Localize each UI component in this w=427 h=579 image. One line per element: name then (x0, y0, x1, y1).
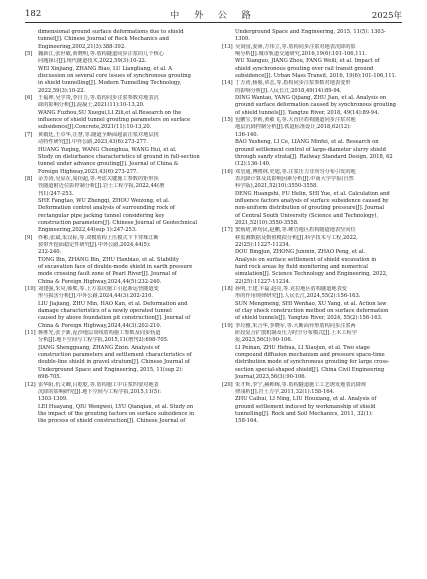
reference-text-line: (12):136-140. (235, 161, 271, 168)
reference-entry (222, 44, 402, 81)
reference-text-line: non-uniform distribution of grouting pressure[J]. Journal (235, 205, 385, 212)
reference-text-line: in shield tunnelling[J]. Modern Tunnelling Technology, (38, 80, 182, 87)
reference-text-line: 裂带开挖面稳定性研究[J].中外公路,2024,44(5): (38, 241, 151, 248)
reference-entry (222, 323, 402, 382)
references-left-column (25, 29, 205, 426)
reference-text-line: 律浅析[J].岩土力学,2011,32(1):158-164. (235, 388, 335, 395)
reference-entry (222, 286, 402, 323)
reference-entry (25, 51, 205, 95)
reference-text-line: WANG Fuzhou,SU Xuegui,LI Zili,et al.Research on the (38, 109, 182, 116)
reference-text-line: DENG Huangshi, FU Helin, SHI Yue, et al. Calculation and (235, 190, 390, 197)
reference-text-line: 包鹏宝,李莉,黄敏飞,等.大直径盾构隧道同步注浆对地 (235, 117, 356, 124)
reference-text-line: 刘建强,朱昊,韩熊,等.上方基坑施工引起新运营隧道变 (38, 286, 159, 293)
reference-text-line: 表沉降计算及其影响因素分析[J].中南大学学报(自然 (235, 175, 354, 182)
reference-number: [19] (222, 322, 233, 329)
reference-entry (222, 227, 402, 286)
reference-text-line: Study on disturbance characteristics of ground in full-section (38, 153, 200, 160)
reference-text-line: double-line shield in gravel stratum[J]. Chinese Journal of (38, 359, 190, 366)
reference-text-line: 蒋胜光,张子新,泥沙地层双线盾构施工参数及同步轨道 (38, 330, 161, 337)
reference-text-line: 698-705. (38, 374, 62, 381)
reference-text-line: 2022,59(3):10-22. (38, 87, 86, 94)
reference-text-line: DING Wantao, YANG Qijiang, ZHU Jian, et al. Analysis on (235, 95, 387, 102)
reference-text-line: Underground Space and Engineering, 2015, 11(5): 1303- (235, 29, 386, 35)
reference-text-line: 李垃雅,朱合华,李晓军,等.大断面异形盾构同步注浆两 (235, 322, 356, 329)
reference-entry (25, 235, 205, 286)
reference-text-line: LEI Huayang, QIU Wengwei, LYU Qianqian, et al. Study on (38, 403, 194, 410)
reference-text-line: 管隧道附近位影控制分析[J].岩土工程学报,2022,44(增 (38, 183, 165, 190)
reference-text-line: 形的作用规律研究[J].人民长江,2024,55(2):156-163. (235, 293, 361, 300)
header-rule (25, 22, 402, 23)
reference-text-line: subsidence[J].Concrete,2021(11):10-13,20. (38, 124, 152, 131)
reference-text-line: 魏新江,张世敏,黄晓明,等.盾构隧道同步注浆的几个核心 (38, 51, 164, 58)
reference-text-line: caused by above foundation pit construction[J]. Journal of (38, 315, 191, 322)
reference-number: [10] (25, 286, 36, 293)
reference-text-line: of shield tunnels[J]. Yangtze River, 2024, 55(2):156-163. (235, 315, 383, 322)
reference-text-line: WU Xianguo, JIANG Zhou, FANG Weili, et al. Impact of (235, 58, 380, 65)
reference-text-line: of shield tunnels[J]. Yangtze River, 2018, 49(14):89-94. (235, 109, 380, 116)
reference-entry (25, 29, 205, 51)
reference-text-line: 232-240. (38, 249, 62, 256)
reference-text-line: 邓皇通,傅鸥林,史旭,等.注浆压力非均匀分布引发的地 (235, 168, 356, 175)
reference-number: [8] (25, 175, 33, 182)
reference-number: [6] (25, 95, 33, 102)
reference-number: [5] (25, 51, 33, 58)
reference-text-line: Analysis on surface settlement of shield excavation in (235, 256, 377, 263)
reference-text-line: 动特性研究[J].中外公路,2023,43(6):273-277. (38, 139, 148, 146)
reference-text-line: ZHU Caihui, LI Ning, LIU Houxiang, et al. Analysis of (235, 396, 377, 403)
reference-text-line: 王福坤,吴学贵,李自力,等.盾构同步注浆参数对地表沉 (38, 95, 159, 102)
reference-number: [20] (222, 381, 233, 388)
reference-text-line: discussion on several core issues of synchronous grouting (38, 73, 191, 80)
reference-entry (25, 132, 205, 176)
reference-number: [15] (222, 117, 233, 124)
reference-text-line: SHE Fangtao, WU Zhengqi, ZHOU Weizong, et al. (38, 197, 170, 204)
reference-text-line: dimensional ground surface deformations due to shield (38, 29, 184, 35)
reference-text-line: of clay shock construction method on surface deformation (235, 308, 389, 315)
reference-text-line: 佟彬,张斌,朱汉标,等.双模盾构上压模式下下穿珠江断 (38, 234, 159, 241)
reference-text-line: 136-140. (235, 131, 259, 138)
reference-text-line: rectangular pipe jacking tunnel considering key (38, 212, 165, 219)
page-header (25, 8, 402, 22)
reference-text-line: subsidence[J]. Urban Mass Transit, 2016, 19(6):101-106,111. (235, 73, 397, 80)
reference-text-line: tunnelling[J]. Rock and Soil Mechanics, 2011, 32(1): (235, 410, 373, 417)
reference-text-line: tunnel under advance grouting[J]. Journal of China & (38, 161, 179, 168)
reference-text-line: 地层沉降控制分析[J].铁道标准设计,2018,62(12): (235, 124, 351, 131)
page-number: 182 (25, 9, 42, 19)
reference-text-line: 1303-1309. (38, 396, 68, 403)
reference-text-line: LIU Jiajiang, ZHU Min, HAO Kan, et al. Deformation and (38, 300, 188, 307)
reference-text-line: of Central South University (Science and Technology), (235, 212, 379, 219)
reference-number: [9] (25, 234, 33, 241)
reference-text-line: 阶段复合扩散机制及压力时空分布模式[J].土木工程学 (235, 330, 357, 337)
reference-text-line: 降的影响分析[J].混凝土,2021(11):10-13,20. (38, 102, 145, 109)
reference-number: [12] (25, 381, 36, 388)
reference-text-line: 黄毅廷,王卓华,汪慧,等.隧道全断面超前注浆对地层扰 (38, 131, 159, 138)
reference-text-line: 吴贤园,姜洲,方伟立,等.盾构同步注浆对地表沉降的影 (235, 43, 356, 50)
reference-text-line: DOU Bingjun, ZHONG Junmin, ZHAO Peng, et al. (235, 249, 366, 256)
reference-text-line: 丁万涛,杨俊,章志,等.盾构同步注浆参数对地表变形 (235, 80, 351, 87)
reference-text-line: 分析[J].地下空间与工程学报,2015,11(增刊2):698-705. (38, 337, 169, 344)
reference-text-line: simulation[J]. Science Technology and Engineering, 2022, (235, 271, 388, 278)
reference-text-line: TONG Bin, ZHANG Bin, ZHU Hanbiao, et al. Stability (38, 256, 179, 263)
reference-number: [17] (222, 227, 233, 234)
reference-text-line: LI Peinan, ZHU Hehua, LI Xiaojun, et al. Two stage (235, 344, 370, 351)
reference-text-line: 刊1):247-253. (38, 190, 74, 197)
reference-text-line: 形与损害分析[J].中外公路,2024,44(3):202-210. (38, 293, 154, 300)
reference-text-line: HUANG Yuqing, WANG Chonghua, WANG Hui, et al. (38, 146, 177, 153)
reference-text-line: section special-shaped shield[J]. China Civil Engineering (235, 366, 385, 373)
reference-text-line: of excavation face of double-mode shield in earth pressure (38, 264, 193, 270)
reference-text-line: Journal,2023,56(3):90-106. (235, 374, 307, 381)
reference-text-line: compound diffusion mechanism and pressure space-time (235, 352, 385, 359)
reference-text-line: BAO Yusheng, LI Ce, LIANG Minfei, et al. Research on (235, 139, 379, 146)
reference-entry (25, 286, 205, 330)
reference-text-line: 孙明,王建,丰磊,赵亮,等.克拉地区盾构隧道地表变 (235, 286, 347, 293)
reference-text-line: damage characteristics of a newly operated tunnel (38, 308, 172, 315)
reference-number: [7] (25, 131, 33, 138)
reference-text-line: Engineering,2022,44(sup 1):247-253. (38, 227, 137, 234)
reference-text-line: Foreign Highway,2023,43(6):273-277. (38, 168, 138, 175)
reference-text-line: ground surface deformation caused by synchronous grouting (235, 102, 396, 109)
reference-text-line: 报,2023,56(3):90-106. (235, 337, 293, 344)
reference-text-line: construction parameters and settlement characteristics of (38, 352, 192, 359)
reference-number: [14] (222, 80, 233, 87)
reference-number: [18] (222, 286, 233, 293)
reference-entry (222, 29, 402, 44)
reference-text-line: Deformation control analysis of surrounding rock of (38, 205, 175, 212)
reference-entry (25, 330, 205, 381)
reference-text-line: 窦炳珺,钟均民,赵鹏,等.硬岩地区盾构隧道地表竖向位 (235, 227, 356, 234)
reference-text-line: ground settlement induced by workmanship of shield (235, 403, 376, 410)
reference-number: [11] (25, 330, 36, 337)
issue-year: 2025年 (371, 11, 402, 21)
reference-text-line: WEI Xinjiang, ZHANG Biao, LU Liangliang, et al. A (38, 65, 173, 72)
reference-text-line: 朱才辉,李宁,赫帅梅,等.盾构隧道施工工艺诱发地表沉降规 (235, 381, 367, 388)
reference-text-line: 响分析[J].城市轨道交通研究,2016,19(6):101-106,111. (235, 51, 367, 58)
reference-text-line: 问题探讨[J].现代隧道技术,2022,59(3):10-22. (38, 58, 147, 65)
reference-text-line: mode crossing fault zone of Pearl River[J]. Journal of (38, 271, 177, 278)
reference-text-line: 158-164. (235, 418, 259, 425)
reference-entry (25, 95, 205, 132)
reference-text-line: China & Foreign Highway,2024,44(5):232-240. (38, 278, 162, 285)
reference-entry (222, 382, 402, 426)
reference-entry (222, 117, 402, 168)
reference-entry (25, 382, 205, 426)
reference-text-line: JIANG Shengguang, ZHANG Zixin. Analysis of (38, 344, 160, 351)
reference-text-line: Underground Space and Engineering, 2015, 11(sup 2): (38, 366, 184, 373)
reference-entry (25, 176, 205, 235)
reference-text-line: shield synchronous grouting over rail transit ground (235, 65, 374, 72)
reference-text-line: 22(25):11227-11234. (235, 241, 291, 248)
reference-text-line: 的影响分析[J].人民长江,2018,49(14):89-94. (235, 87, 342, 94)
reference-text-line: construction parameters[J]. Chinese Journal of Geotechnical (38, 219, 198, 226)
reference-entry (222, 80, 402, 117)
reference-text-line: influence of shield tunnel grouting parameters on surface (38, 117, 191, 124)
reference-number: [16] (222, 168, 233, 175)
reference-text-line: tunnel[J]. Chinese Journal of Rock Mechanics and (38, 36, 169, 43)
reference-text-line: ground settlement control of large-diameter slurry shield (235, 146, 386, 153)
reference-text-line: 科学版),2021,52(10):3550-3558. (235, 183, 318, 190)
reference-text-line: distribution mode of synchronous grouting for large cross- (235, 359, 390, 366)
reference-text-line: hard rock areas by field monitoring and numerical (235, 264, 368, 270)
reference-entry (222, 169, 402, 228)
reference-text-line: 雷华阳,仇文卿,吕乾乾,等.盾构施工中注浆四要对地表 (38, 381, 159, 388)
reference-text-line: 1309. (235, 36, 250, 43)
reference-text-line: through sandy strata[J]. Railway Standard Design, 2018, 62 (235, 153, 393, 160)
reference-text-line: 2021,52(10):3550-3558. (235, 219, 299, 226)
journal-title: 中 外 公 路 (170, 11, 257, 21)
reference-text-line: 沉降的影响研究[J].地下空间与工程学报,2015,11(5): (38, 388, 161, 395)
reference-text-line: 移监测数据及数值模拟分析[J].科学技术与工程,2022, (235, 234, 358, 241)
reference-text-line: the impact of the grouting factors on surface subsidence in (38, 410, 195, 417)
reference-text-line: SUN Mengmeng, SHI Wenhao, XU Yang, et al. Action law (235, 300, 387, 307)
reference-text-line: Engineering,2002,21(3):388-392. (38, 43, 126, 50)
reference-text-line: the process of shield construction[J]. Chinese Journal of (38, 418, 186, 425)
references-right-column (222, 29, 402, 426)
reference-text-line: influence factors analysis of surface subsidence caused by (235, 197, 389, 204)
reference-text-line: 22(25):11227-11234. (235, 278, 291, 285)
reference-number: [13] (222, 43, 233, 50)
reference-text-line: China & Foreign Highway,2024,44(3):202-210. (38, 322, 162, 329)
reference-text-line: 余芳涛,吴显在,周拐超,等.考虑关键施工参数的矩形顶 (38, 175, 159, 182)
